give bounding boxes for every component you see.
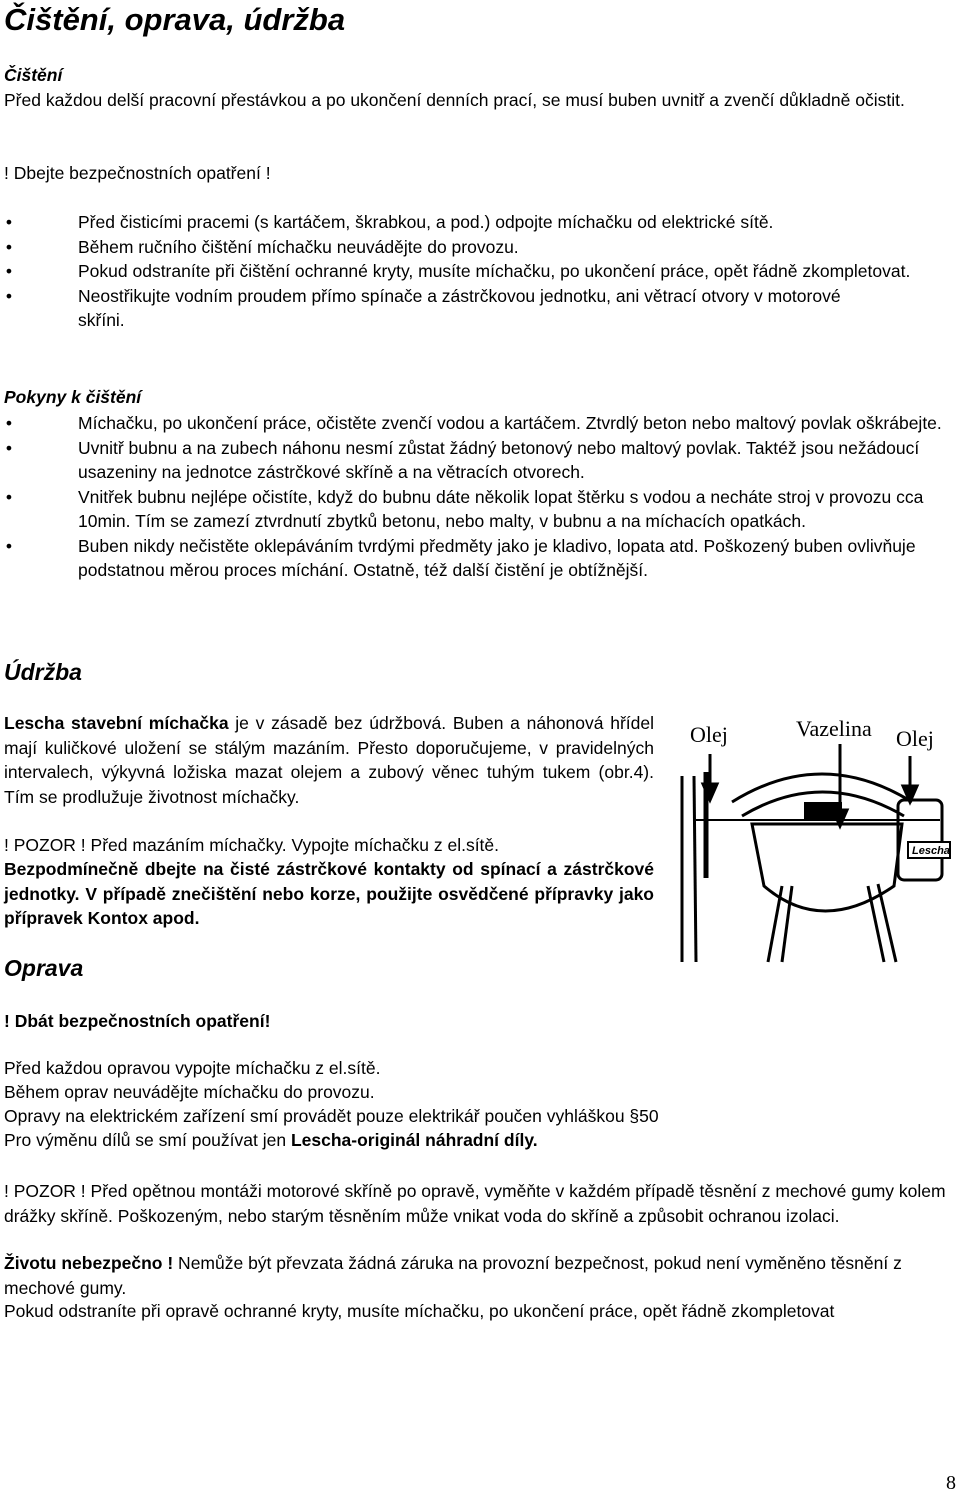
bullet-icon: • <box>5 413 13 433</box>
repair-life-danger: Životu nebezpečno ! Nemůže být převzata žádná záruka na provozní bezpečnost, pokud není vyměněno těsnění z mechové gumy. <box>4 1253 902 1298</box>
mixer-label-plate <box>804 802 842 820</box>
cleaning-safety-note: ! Dbejte bezpečnostních opatření ! <box>4 163 271 183</box>
mixer-drawing <box>682 772 942 962</box>
list-item: • Před čisticími pracemi (s kartáčem, škrabkou, a pod.) odpojte míchačku od elektrické sítě. <box>0 210 950 235</box>
bullet-icon: • <box>5 236 13 257</box>
list-item: • Uvnitř bubnu a na zubech náhonu nesmí zůstat žádný betonový nebo maltový povlak. Taktéž jsou nežádoucí usazeniny na jednotce zástrčkové skříně a na větracích otvorech. <box>0 436 950 485</box>
list-item: • Buben nikdy nečistěte oklepáváním tvrdými předměty jako je kladivo, lopata atd. Poškozený buben ovlivňuje podstatnou měrou proces míchání. Ostatně, též další čistění je obtížnější. <box>0 534 950 583</box>
instructions-bullet-list <box>0 411 950 583</box>
bullet-icon: • <box>5 212 13 232</box>
bullet-icon: • <box>5 285 13 306</box>
cleaning-bullet-list <box>0 210 950 333</box>
bullet-icon: • <box>5 261 13 281</box>
list-item: • Míchačku, po ukončení práce, očistěte zvenčí vodou a kartáčem. Ztvrdlý beton nebo maltový povlak oškrábejte. <box>0 411 950 436</box>
maintenance-bold-note: Bezpodmínečně dbejte na čisté zástrčkové kontakty od spínací a zástrčkové jednotky. V případě znečištění nebo korze, použijte osvědčené přípravky jako přípravek Kontox apod. <box>4 859 654 928</box>
repair-line-2: Během oprav neuvádějte míchačku do provozu. <box>4 1082 375 1102</box>
figure-label-grease: Vazelina <box>796 716 872 741</box>
figure-label-oil-right: Olej <box>896 726 934 751</box>
figure-brand-logo: Lescha <box>912 845 950 857</box>
list-item: • Během ručního čištění míchačku neuvádějte do provozu. <box>0 235 950 260</box>
section-heading-cleaning: Čištění <box>4 65 63 85</box>
list-item: • Vnitřek bubnu nejlépe očistíte, když do bubnu dáte několik lopat štěrku s vodou a necháte stroj v provozu cca 10min. Tím se zamezí ztvrdnutí zbytků betonu, nebo malty, v bubnu a na míchacích opatkách. <box>0 485 950 534</box>
repair-parts-line: Pro výměnu dílů se smí používat jen Lescha-originál náhradní díly. <box>4 1130 538 1150</box>
repair-last-note: Pokud odstraníte při opravě ochranné kryty, musíte míchačku, po ukončení práce, opět řádně zkompletovat <box>4 1301 835 1321</box>
section-heading-instructions: Pokyny k čištění <box>4 387 142 407</box>
cleaning-intro: Před každou delší pracovní přestávkou a po ukončení denních prací, se musí buben uvnitř a zvenčí důkladně očistit. <box>4 90 905 110</box>
section-heading-maintenance: Údržba <box>4 659 82 685</box>
page-title: Čištění, oprava, údržba <box>4 2 346 37</box>
bullet-icon: • <box>5 437 13 458</box>
maintenance-warning: ! POZOR ! Před mazáním míchačky. Vypojte míchačku z el.sítě. <box>4 835 500 855</box>
list-item: • Neostřikujte vodním proudem přímo spínače a zástrčkovou jednotku, ani větrací otvory v motorové skříni. <box>0 284 950 333</box>
repair-warning: ! POZOR ! Před opětnou montáži motorové skříně po opravě, vyměňte v každém případě těsnění z mechové gumy kolem drážky skříně. Poškozeným, nebo starým těsněním může vnikat voda do skříně a způsobit ochranou izolaci. <box>4 1181 946 1226</box>
repair-line-1: Před každou opravou vypojte míchačku z el.sítě. <box>4 1058 381 1078</box>
bullet-icon: • <box>5 486 13 507</box>
maintenance-paragraph: Lescha stavební míchačka je v zásadě bez údržbová. Buben a náhonová hřídel mají kuličkové uložení se stálým mazáním. Přesto doporučujeme, v pravidelných intervalech, výkyvná ložiska mazat olejem a zubový věnec tuhým tukem (obr.4). Tím se prodlužuje životnost míchačky. <box>4 713 655 807</box>
section-heading-repair: Oprava <box>4 955 84 981</box>
figure-label-oil-left: Olej <box>690 722 728 747</box>
repair-safety-note: ! Dbát bezpečnostních opatření! <box>4 1011 271 1031</box>
repair-line-3: Opravy na elektrickém zařízení smí provádět pouze elektrikář poučen vyhláškou §50 <box>4 1106 659 1126</box>
page-number: 8 <box>946 1471 956 1494</box>
bullet-icon: • <box>5 535 13 556</box>
list-item: • Pokud odstraníte při čištění ochranné kryty, musíte míchačku, po ukončení práce, opět řádně zkompletovat. <box>0 259 950 284</box>
mixer-lubrication-figure <box>672 706 952 964</box>
